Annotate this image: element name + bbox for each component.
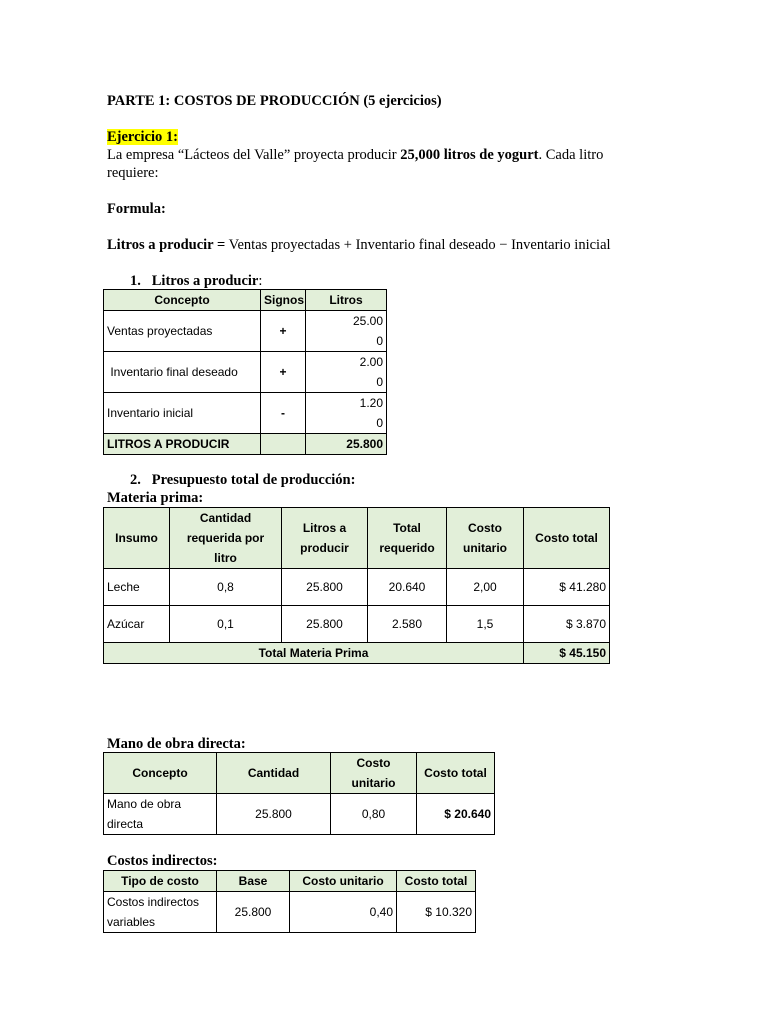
col-header-costo-total: Costo total — [417, 753, 495, 794]
costo-total-cell: $ 3.870 — [524, 606, 610, 643]
total-label: LITROS A PRODUCIR — [104, 434, 261, 455]
costos-indirectos-table — [103, 870, 476, 933]
signo-cell: - — [261, 393, 306, 434]
table-row — [104, 606, 610, 643]
insumo-cell: Azúcar — [104, 606, 170, 643]
total-empty-cell — [261, 434, 306, 455]
cantidad-cell: 25.800 — [217, 794, 331, 835]
costo-total-cell: $ 41.280 — [524, 569, 610, 606]
tipo-cell: Costos indirectos variables — [104, 892, 217, 933]
total-requerido-cell: 2.580 — [368, 606, 447, 643]
litros-table — [103, 289, 387, 455]
col-header-costo-unitario: Costo unitario — [290, 871, 397, 892]
col-header-concepto: Concepto — [104, 753, 217, 794]
section-1-heading: 1. Litros a producir: — [130, 273, 263, 289]
total-requerido-cell: 20.640 — [368, 569, 447, 606]
litros-cell: 25.00 0 — [306, 311, 387, 352]
total-row — [104, 434, 387, 455]
exercise-label: Ejercicio 1: — [107, 129, 178, 145]
col-header-cantidad: Cantidad — [217, 753, 331, 794]
litros-cell: 1.20 0 — [306, 393, 387, 434]
concepto-cell: Ventas proyectadas — [104, 311, 261, 352]
col-header-insumo: Insumo — [104, 508, 170, 569]
insumo-cell: Leche — [104, 569, 170, 606]
col-header-litros: Litros — [306, 290, 387, 311]
concepto-cell: Inventario final deseado — [104, 352, 261, 393]
base-cell: 25.800 — [217, 892, 290, 933]
table-row — [104, 311, 387, 352]
mano-obra-table — [103, 752, 495, 835]
costos-indirectos-heading: Costos indirectos: — [107, 853, 218, 869]
formula-text: Litros a producir = Ventas proyectadas + Inventario final deseado − Inventario inicial — [107, 237, 611, 253]
costo-total-cell: $ 10.320 — [397, 892, 476, 933]
costo-unitario-cell: 0,80 — [331, 794, 417, 835]
intro-line-1: La empresa “Lácteos del Valle” proyecta producir 25,000 litros de yogurt. Cada litro — [107, 147, 604, 163]
table-row — [104, 794, 495, 835]
total-materia-prima-label: Total Materia Prima — [104, 643, 524, 664]
intro-line-2: requiere: — [107, 165, 159, 181]
signo-cell: + — [261, 311, 306, 352]
col-header-costo-unitario: Costo unitario — [447, 508, 524, 569]
col-header-concepto: Concepto — [104, 290, 261, 311]
concepto-cell: Inventario inicial — [104, 393, 261, 434]
col-header-costo-total: Costo total — [524, 508, 610, 569]
litros-cell: 25.800 — [282, 569, 368, 606]
costo-unitario-cell: 1,5 — [447, 606, 524, 643]
mano-obra-heading: Mano de obra directa: — [107, 736, 246, 752]
formula-label: Formula: — [107, 201, 166, 217]
total-materia-prima-value: $ 45.150 — [524, 643, 610, 664]
col-header-base: Base — [217, 871, 290, 892]
total-value: 25.800 — [306, 434, 387, 455]
materia-prima-heading: Materia prima: — [107, 490, 204, 506]
total-row — [104, 643, 610, 664]
signo-cell: + — [261, 352, 306, 393]
col-header-total: Total requerido — [368, 508, 447, 569]
concepto-cell: Mano de obra directa — [104, 794, 217, 835]
page-title: PARTE 1: COSTOS DE PRODUCCIÓN (5 ejercicios) — [107, 93, 442, 109]
table-row — [104, 393, 387, 434]
cantidad-cell: 0,8 — [170, 569, 282, 606]
costo-unitario-cell: 2,00 — [447, 569, 524, 606]
col-header-costo-total: Costo total — [397, 871, 476, 892]
costo-unitario-cell: 0,40 — [290, 892, 397, 933]
col-header-costo-unitario: Costo unitario — [331, 753, 417, 794]
table-row — [104, 352, 387, 393]
cantidad-cell: 0,1 — [170, 606, 282, 643]
costo-total-cell: $ 20.640 — [417, 794, 495, 835]
col-header-litros: Litros a producir — [282, 508, 368, 569]
table-row — [104, 892, 476, 933]
materia-prima-table — [103, 507, 610, 664]
section-2-heading: 2. Presupuesto total de producción: — [130, 472, 356, 488]
litros-cell: 2.00 0 — [306, 352, 387, 393]
col-header-tipo: Tipo de costo — [104, 871, 217, 892]
litros-cell: 25.800 — [282, 606, 368, 643]
col-header-cantidad: Cantidad requerida por litro — [170, 508, 282, 569]
table-row — [104, 569, 610, 606]
col-header-signos: Signos — [261, 290, 306, 311]
